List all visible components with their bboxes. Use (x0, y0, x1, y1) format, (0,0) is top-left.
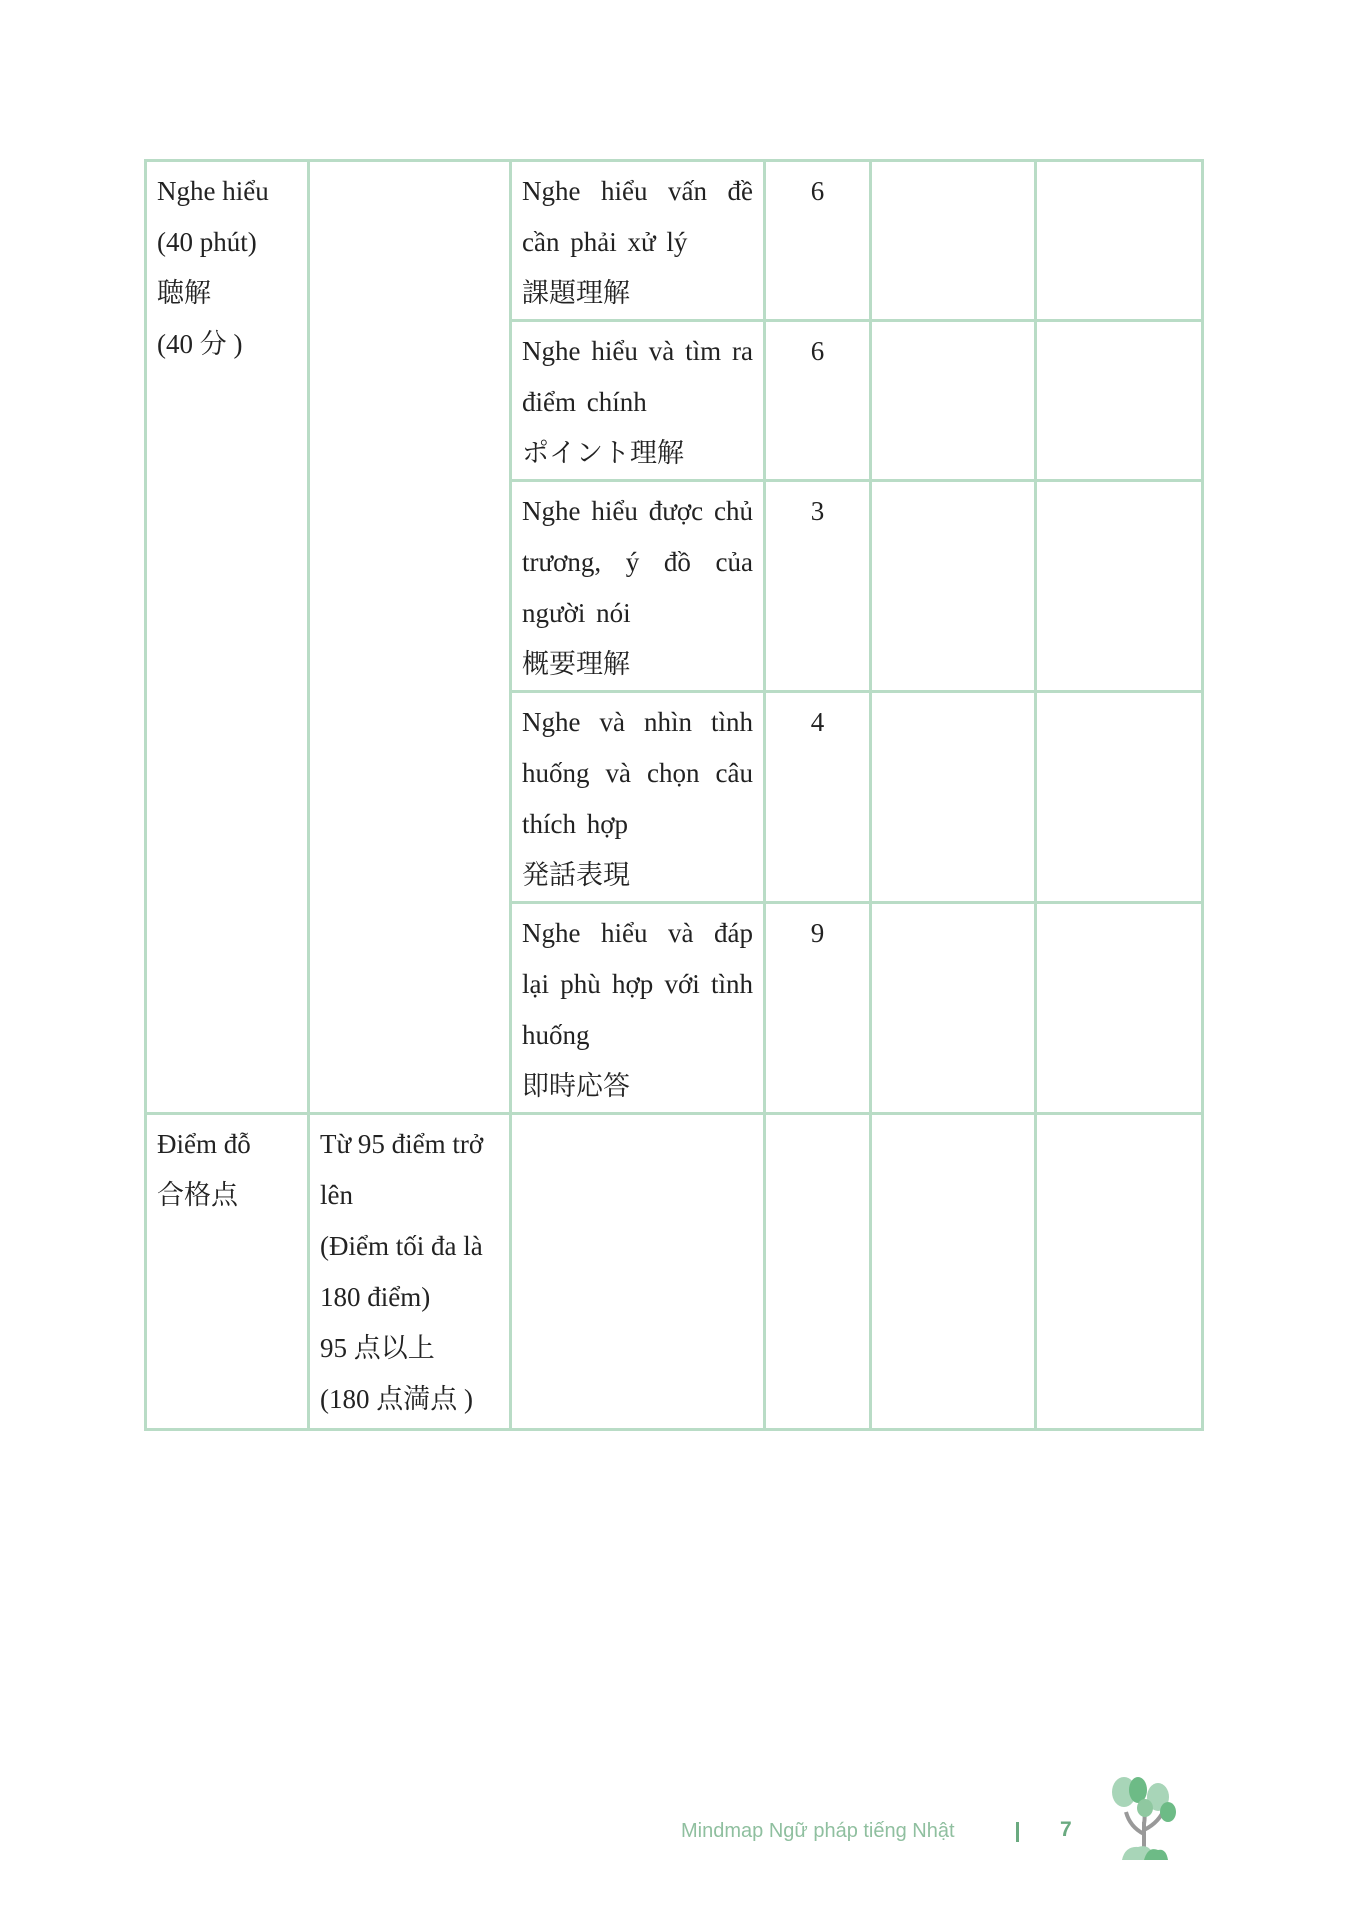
empty-cell (309, 161, 511, 1114)
question-count: 6 (765, 161, 871, 321)
section-duration: (40 phút) (157, 227, 257, 257)
question-type-jp: 概要理解 (522, 649, 630, 679)
empty-cell (871, 903, 1036, 1114)
pass-score-value-jp: 95 点以上 (320, 1333, 435, 1363)
empty-cell (871, 1114, 1036, 1430)
question-count: 6 (765, 321, 871, 481)
tree-logo-icon (1110, 1772, 1210, 1862)
empty-cell (1036, 1114, 1203, 1430)
question-count: 3 (765, 481, 871, 692)
question-type-jp: ポイント理解 (522, 438, 684, 468)
page-number: 7 (1060, 1818, 1072, 1841)
question-type-cell (511, 161, 765, 321)
pass-score-label-cell (146, 1114, 309, 1430)
question-type-jp: 発話表現 (522, 860, 630, 890)
question-type: Nghe hiểu và tìm ra điểm chính (522, 336, 753, 417)
question-type-cell (511, 692, 765, 903)
empty-cell (1036, 321, 1203, 481)
question-type: Nghe hiểu vấn đề cần phải xử lý (522, 176, 753, 257)
question-type-jp: 課題理解 (522, 278, 630, 308)
section-duration-jp: (40 分 ) (157, 329, 243, 359)
empty-cell (871, 161, 1036, 321)
pass-score-label: Điểm đỗ (157, 1129, 251, 1159)
empty-cell (1036, 692, 1203, 903)
pass-score-max: (Điểm tối đa là 180 điểm) (320, 1231, 483, 1312)
empty-cell (871, 481, 1036, 692)
pass-score-max-jp: (180 点満点 ) (320, 1384, 473, 1414)
question-type: Nghe hiểu được chủ trương, ý đồ của người nói (522, 496, 753, 628)
section-title-jp: 聴解 (157, 278, 211, 308)
pass-score-value-cell (309, 1114, 511, 1430)
exam-structure-table (144, 159, 1204, 1431)
question-type-cell (511, 903, 765, 1114)
pass-score-value: Từ 95 điểm trở lên (320, 1129, 484, 1210)
question-type: Nghe và nhìn tình huống và chọn câu thích hợp (522, 707, 753, 839)
table-row (146, 1114, 1203, 1430)
question-type-cell (511, 321, 765, 481)
question-type: Nghe hiểu và đáp lại phù hợp với tình huống (522, 918, 753, 1050)
question-type-cell (511, 481, 765, 692)
empty-cell (765, 1114, 871, 1430)
question-type-jp: 即時応答 (522, 1071, 630, 1101)
footer-divider (1016, 1822, 1019, 1842)
empty-cell (871, 321, 1036, 481)
footer-book-title: Mindmap Ngữ pháp tiếng Nhật (681, 1820, 955, 1842)
empty-cell (1036, 161, 1203, 321)
empty-cell (871, 692, 1036, 903)
section-title: Nghe hiểu (157, 176, 269, 206)
table-row (146, 161, 1203, 321)
pass-score-label-jp: 合格点 (157, 1180, 238, 1210)
question-count: 4 (765, 692, 871, 903)
empty-cell (1036, 481, 1203, 692)
listening-section-cell (146, 161, 309, 1114)
empty-cell (1036, 903, 1203, 1114)
question-count: 9 (765, 903, 871, 1114)
empty-cell (511, 1114, 765, 1430)
